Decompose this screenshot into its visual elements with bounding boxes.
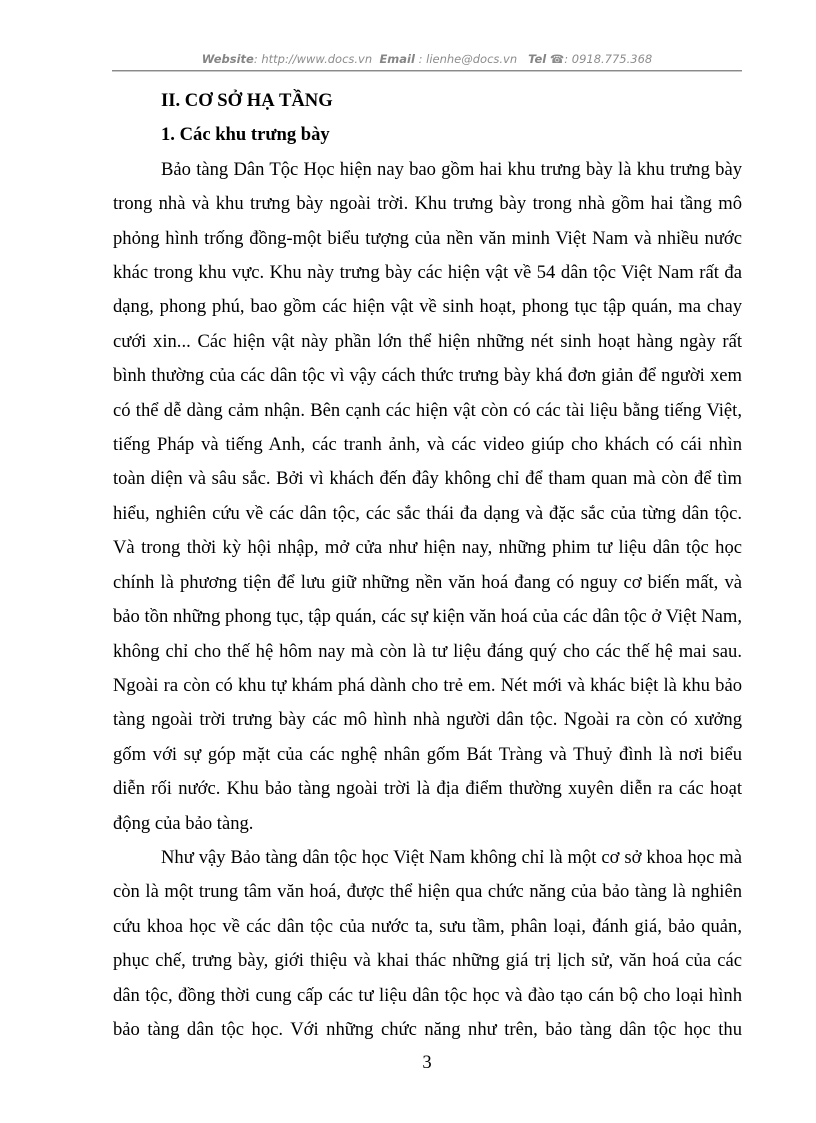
tel-label: Tel	[528, 52, 547, 66]
header-divider	[112, 70, 742, 72]
website-value: : http://www.docs.vn	[253, 52, 373, 66]
tel-value: : 0918.775.368	[564, 52, 653, 66]
paragraph: Bảo tàng Dân Tộc Học hiện nay bao gồm hai khu trưng bày là khu trưng bày trong nhà và khu trưng bày ngoài trời. Khu trưng bày trong nhà gồm hai tầng mô phỏng hình trống đồng-một biểu tượng của nền văn minh Việt Nam và nhiều nước khác trong khu vực. Khu này trưng bày các hiện vật về 54 dân tộc Việt Nam rất đa dạng, phong phú, bao gồm các hiện vật về sinh hoạt, phong tục tập quán, ma chay cưới xin... Các hiện vật này phần lớn thể hiện những nét sinh hoạt hàng ngày rất bình thường của các dân tộc vì vậy cách thức trưng bày khá đơn giản để người xem có thể dễ dàng cảm nhận. Bên cạnh các hiện vật còn có các tài liệu bằng tiếng Việt, tiếng Pháp và tiếng Anh, các tranh ảnh, và các video giúp cho khách có cái nhìn toàn diện và sâu sắc. Bởi vì khách đến đây không chỉ để tham quan mà còn để tìm hiểu, nghiên cứu về các dân tộc, các sắc thái đa dạng và đặc sắc của từng dân tộc. Và trong thời kỳ hội nhập, mở cửa như hiện nay, những phim tư liệu dân tộc học chính là phương tiện để lưu giữ những nền văn hoá đang có nguy cơ biến mất, và bảo tồn những phong tục, tập quán, các sự kiện văn hoá của các dân tộc ở Việt Nam, không chỉ cho thế hệ hôm nay mà còn là tư liệu đáng quý cho các thế hệ mai sau. Ngoài ra còn có khu tự khám phá dành cho trẻ em. Nét mới và khác biệt là khu bảo tàng ngoài trời trưng bày các mô hình nhà người dân tộc. Ngoài ra còn có xưởng gốm với sự góp mặt của các nghệ nhân gốm Bát Tràng và Thuỷ đình là nơi biểu diễn rối nước. Khu bảo tàng ngoài trời là địa điểm thường xuyên diễn ra các hoạt động của bảo tàng.	[113, 158, 742, 834]
page-number: 3	[422, 1052, 432, 1073]
page-header	[112, 50, 742, 70]
document-body	[113, 84, 742, 1047]
section-title: II. CƠ SỞ HẠ TẦNG	[161, 90, 333, 111]
email-value: : lienhe@docs.vn	[418, 52, 518, 66]
subsection-title: 1. Các khu trưng bày	[161, 124, 330, 146]
paragraph: Như vậy Bảo tàng dân tộc học Việt Nam không chỉ là một cơ sở khoa học mà còn là một trung tâm văn hoá, được thể hiện qua chức năng của bảo tàng là nghiên cứu khoa học về các dân tộc của nước ta, sưu tầm, phân loại, đánh giá, bảo quản, phục chế, trưng bày, giới thiệu và khai thác những giá trị lịch sử, văn hoá của các dân tộc, đồng thời cung cấp các tư liệu dân tộc học và đào tạo cán bộ cho loại hình bảo tàng dân tộc học. Với những chức năng như trên, bảo tàng dân tộc học thu	[113, 846, 742, 1040]
email-label: Email	[379, 52, 415, 66]
phone-icon: ☎	[549, 52, 565, 66]
website-label: Website	[201, 52, 254, 66]
